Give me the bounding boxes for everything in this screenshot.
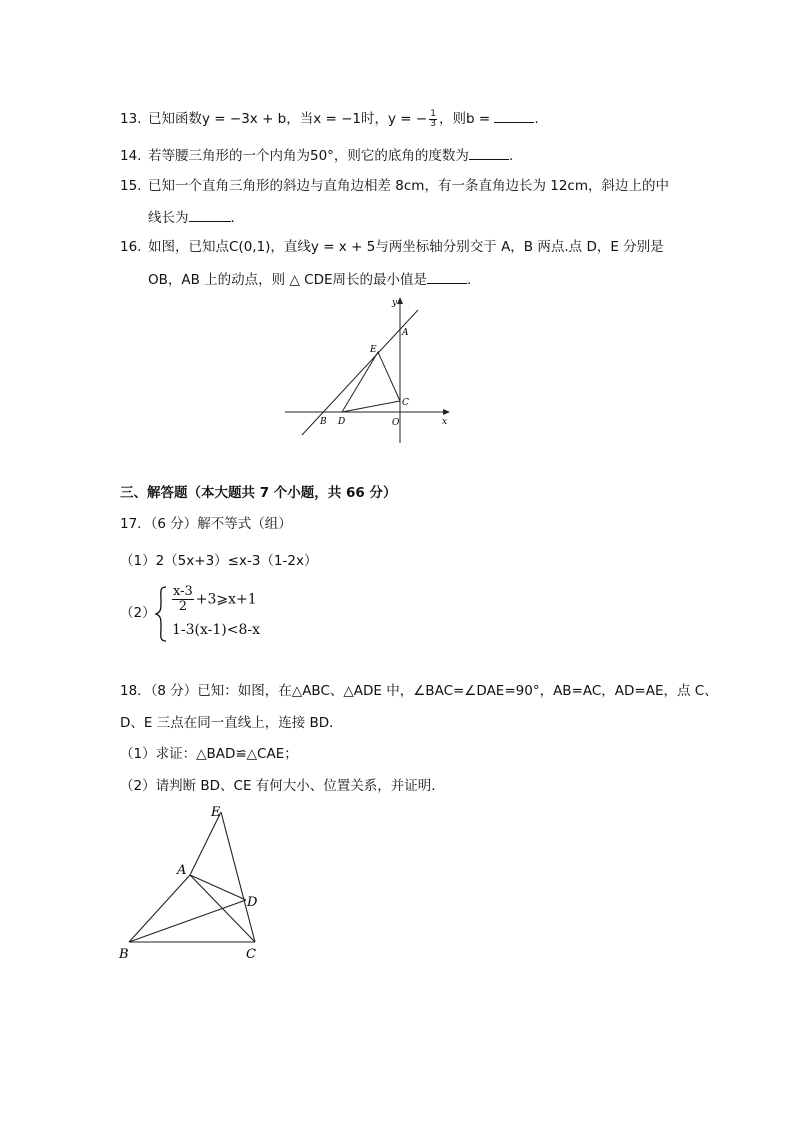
question-18-line-2: [120, 713, 343, 733]
triangle-figure: [115, 800, 275, 965]
label-x: x: [442, 417, 448, 427]
part-label: （2）: [120, 605, 156, 621]
question-text: D、E 三点在同一直线上，连接 BD．: [120, 715, 343, 731]
fraction-numerator: 1: [430, 108, 436, 119]
question-number: 13.: [120, 111, 142, 127]
label-a: A: [402, 328, 409, 338]
question-text: （1）求证：△BAD≌△CAE；: [120, 746, 298, 762]
system-fraction: [172, 585, 194, 614]
answer-blank[interactable]: [469, 145, 509, 160]
coordinate-figure: [280, 295, 460, 445]
system-line-2: [172, 622, 260, 638]
section-title-text: 三、解答题（本大题共 7 个小题，共 66 分）: [120, 485, 397, 501]
segment-ad: [190, 875, 246, 900]
question-text: OB，AB 上的动点，则 △ CDE周长的最小值是: [148, 272, 427, 288]
label-d: D: [338, 417, 346, 427]
label-c: C: [402, 398, 409, 408]
y-axis-arrow: [397, 297, 403, 304]
question-text: （1）2（5x+3）≤x-3（1-2x）: [120, 553, 318, 569]
question-text: 已知一个直角三角形的斜边与直角边相差 8cm，有一条直角边长为 12cm，斜边上的中: [148, 178, 669, 194]
system-line-1-text: +3⩾x+1: [195, 591, 257, 608]
label-o: O: [392, 418, 400, 428]
x-axis-arrow: [443, 409, 450, 415]
segment-ae: [190, 812, 221, 875]
answer-blank[interactable]: [494, 108, 534, 123]
question-18-part-1: [120, 744, 298, 764]
question-text: 若等腰三角形的一个内角为50°，则它的底角的度数为: [148, 148, 469, 164]
question-17-part-1: [120, 551, 317, 571]
question-text: 如图，已知点C(0,1)，直线y = x + 5与两坐标轴分别交于 A，B 两点.点 D，E 分别是: [148, 239, 664, 255]
question-15-line-2: [148, 207, 235, 228]
question-17-part-2: [120, 585, 320, 645]
question-text: 18．（8 分）已知：如图，在△ABC、△ADE 中，∠BAC=∠DAE=90°，AB=AC，AD=AE，点 C、: [120, 683, 718, 699]
system-line-1: [170, 585, 257, 614]
answer-blank[interactable]: [427, 269, 467, 284]
question-13: [120, 108, 539, 129]
segment-ba: [129, 875, 190, 942]
answer-blank[interactable]: [189, 207, 231, 222]
question-16-line-1: [120, 237, 664, 257]
segment-bd: [129, 900, 246, 942]
fraction: [429, 110, 437, 129]
question-text-post: ，则b =: [438, 111, 495, 127]
fraction-numerator: x-3: [173, 584, 193, 599]
question-number: 15.: [120, 178, 142, 194]
label-b: B: [320, 417, 327, 427]
question-text: 17．（6 分）解不等式（组）: [120, 516, 292, 532]
label-e: E: [211, 805, 221, 820]
question-end: .: [508, 148, 514, 164]
question-end: .: [230, 210, 235, 226]
label-a: A: [177, 863, 187, 878]
question-14: [120, 145, 513, 166]
segment-ec: [221, 812, 255, 942]
question-number: 16.: [120, 239, 142, 255]
question-15-line-1: [120, 176, 669, 196]
label-e: E: [370, 345, 377, 355]
fraction-denominator: 2: [178, 599, 188, 614]
question-number: 14.: [120, 148, 142, 164]
label-c: C: [246, 947, 256, 962]
question-end: .: [534, 111, 539, 127]
system-line-2-text: 1-3(x-1)<8-x: [172, 622, 261, 638]
fraction-denominator: 3: [430, 118, 436, 129]
label-d: D: [247, 895, 258, 910]
question-end: .: [467, 272, 472, 288]
question-18-line-1: [120, 681, 718, 701]
section-title: [120, 483, 396, 503]
question-text: （2）请判断 BD、CE 有何大小、位置关系，并证明．: [120, 778, 445, 794]
question-text: 线长为: [148, 210, 189, 226]
question-text: 已知函数y = −3x + b，当x = −1时，y = −: [148, 111, 428, 127]
question-18-part-2: [120, 776, 445, 796]
label-y: y: [392, 298, 398, 308]
system-brace: [154, 585, 168, 643]
question-17-head: [120, 514, 292, 534]
label-b: B: [119, 947, 129, 962]
question-16-line-2: [148, 269, 471, 290]
